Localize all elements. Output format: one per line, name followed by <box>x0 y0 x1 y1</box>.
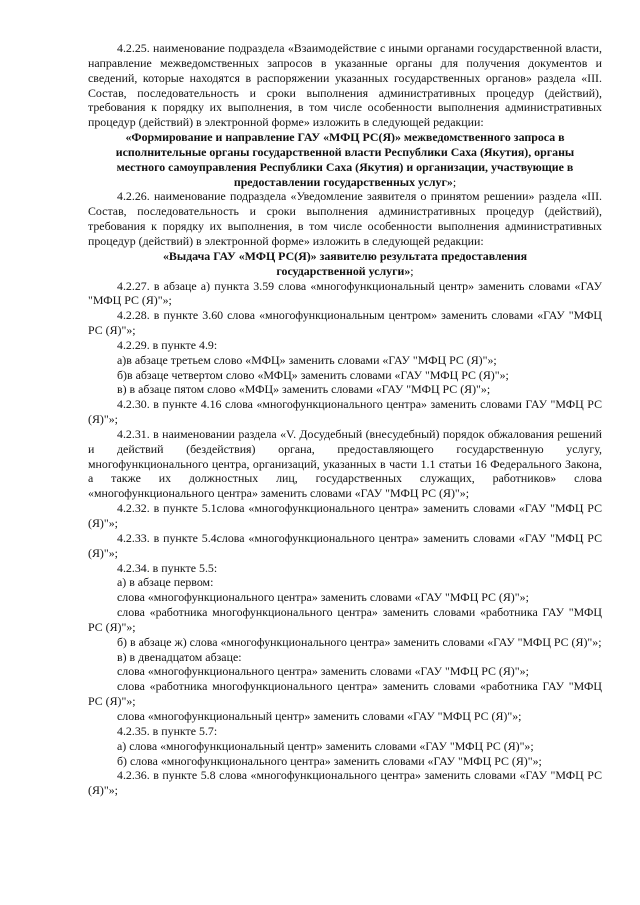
paragraph-4-2-32: 4.2.32. в пункте 5.1слова «многофункционального центра» заменить словами «ГАУ "МФЦ РС (Я)"»; <box>88 501 602 530</box>
subsection-heading-formation <box>88 130 602 189</box>
document-page <box>88 41 602 798</box>
paragraph-4-2-31: 4.2.31. в наименовании раздела «V. Досудебный (внесудебный) порядок обжалования решений и действий (бездействия) органа, предоставляющего государственную услугу, многофункционального центра, организаций, указанных в части 1.1 статьи 16 Федерального Закона, а также их должностных лиц, государственных служащих, работников» слова «многофункционального центра» заменить словами «ГАУ "МФЦ РС (Я)"»; <box>88 426 602 501</box>
paragraph-item-b-57: б) слова «многофункционального центра» заменить словами «ГАУ "МФЦ РС (Я)"»; <box>117 753 542 768</box>
paragraph-item-a-57: а) слова «многофункциональный центр» заменить словами «ГАУ "МФЦ РС (Я)"»; <box>117 738 534 753</box>
paragraph-item-b: б)в абзаце четвертом слово «МФЦ» заменить словами «ГАУ "МФЦ РС (Я)"»; <box>117 367 509 382</box>
paragraph-4-2-30: 4.2.30. в пункте 4.16 слова «многофункционального центра» заменить словами ГАУ "МФЦ РС (Я)"»; <box>88 397 602 427</box>
paragraph-replace-3: слова «многофункционального центра» заменить словами «ГАУ "МФЦ РС (Я)"»; <box>117 664 529 679</box>
paragraph-item-a-first: а) в абзаце первом: <box>117 575 214 590</box>
paragraph-4-2-29: 4.2.29. в пункте 4.9: <box>117 337 218 352</box>
paragraph-4-2-36: 4.2.36. в пункте 5.8 слова «многофункционального центра» заменить словами «ГАУ "МФЦ РС (Я)"»; <box>88 768 602 798</box>
paragraph-4-2-28: 4.2.28. в пункте 3.60 слова «многофункциональным центром» заменить словами «ГАУ "МФЦ РС (Я)"»; <box>88 308 602 338</box>
heading-tail: ; <box>410 263 414 278</box>
paragraph-4-2-27: 4.2.27. в абзаце а) пункта 3.59 слова «многофункциональный центр» заменить словами «ГАУ "МФЦ РС (Я)"»; <box>88 278 602 308</box>
heading-text: «Выдача ГАУ «МФЦ РС(Я)» заявителю результата предоставления государственной услуги» <box>162 248 528 278</box>
paragraph-replace-5: слова «многофункциональный центр» заменить словами «ГАУ "МФЦ РС (Я)"»; <box>117 708 522 723</box>
paragraph-replace-4: слова «работника многофункционального центра» заменить словами «работника ГАУ "МФЦ РС (Я)"»; <box>88 679 602 709</box>
paragraph-4-2-33: 4.2.33. в пункте 5.4слова «многофункционального центра» заменить словами «ГАУ "МФЦ РС (Я)"»; <box>88 530 602 560</box>
paragraph-item-a: а)в абзаце третьем слово «МФЦ» заменить словами «ГАУ "МФЦ РС (Я)"»; <box>117 352 497 367</box>
paragraph-item-v-twelfth: в) в двенадцатом абзаце: <box>117 649 242 664</box>
paragraph-replace-1: слова «многофункционального центра» заменить словами «ГАУ "МФЦ РС (Я)"»; <box>117 590 529 605</box>
heading-tail: ; <box>452 174 457 189</box>
paragraph-item-v: в) в абзаце пятом слово «МФЦ» заменить словами «ГАУ "МФЦ РС (Я)"»; <box>117 382 491 397</box>
paragraph-4-2-35: 4.2.35. в пункте 5.7: <box>117 723 218 738</box>
heading-text: «Формирование и направление ГАУ «МФЦ РС(Я)» межведомственного запроса в исполнительные органы государственной власти Республики Саха (Якутия), органы местного самоуправления Республики Саха (Якутия) и организации, участвующие в предоставлении государственных услуг» <box>115 130 575 189</box>
paragraph-4-2-25: 4.2.25. наименование подраздела «Взаимодействие с иными органами государственной власти, направление межведомственных запросов в указанные органы для получения документов и сведений, которые находятся в распоряжении указанных государственных органов» раздела «III. Состав, последовательность и сроки выполнения административных процедур (действий), требования к порядку их выполнения, в том числе особенности выполнения административных процедур (действий) в электронной форме» изложить в следующей редакции: <box>88 41 602 130</box>
paragraph-replace-2: слова «работника многофункционального центра» заменить словами «работника ГАУ "МФЦ РС (Я)"»; <box>88 605 602 634</box>
subsection-heading-issuance <box>88 249 602 279</box>
paragraph-item-b-zh: б) в абзаце ж) слова «многофункционального центра» заменить словами «ГАУ "МФЦ РС (Я)"»; <box>117 634 602 649</box>
paragraph-4-2-34: 4.2.34. в пункте 5.5: <box>117 560 218 575</box>
paragraph-4-2-26: 4.2.26. наименование подраздела «Уведомление заявителя о принятом решении» раздела «III. Состав, последовательность и сроки выполнения административных процедур (действий), требования к порядку их выполнения, в том числе особенности выполнения административных процедур (действий) в электронной форме» изложить в следующей редакции: <box>88 189 602 248</box>
